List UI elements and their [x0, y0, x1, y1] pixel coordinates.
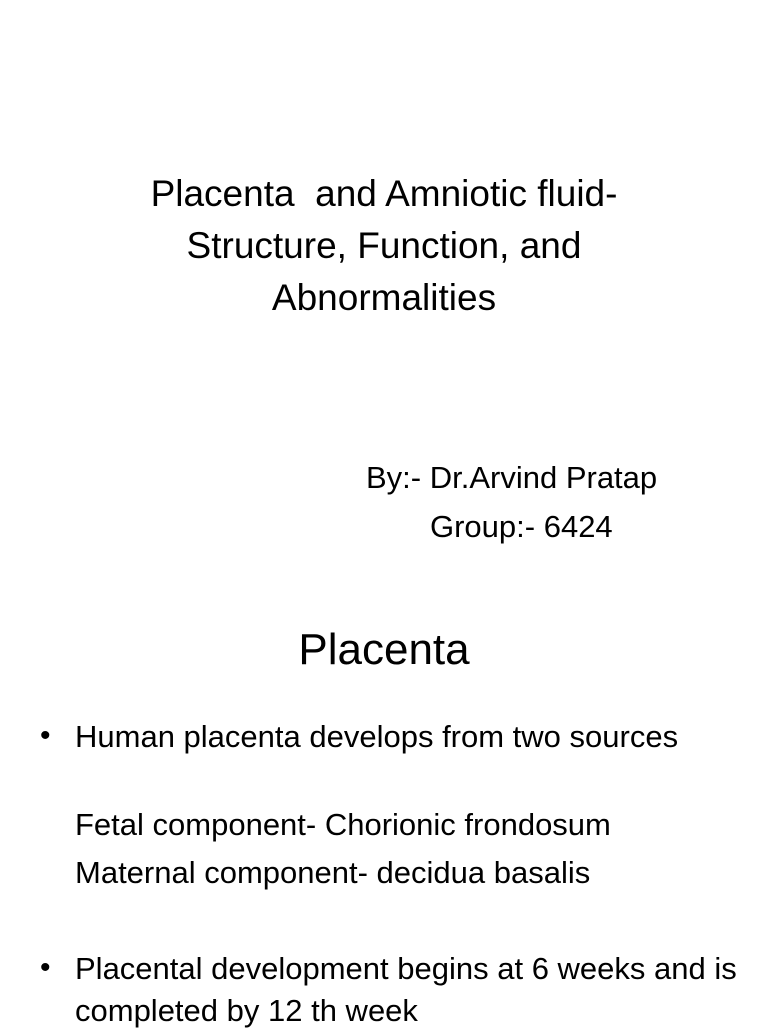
bullet-text-2: Placental development begins at 6 weeks and is completed by 12 th week [75, 951, 737, 1028]
title-line-3: Abnormalities [271, 277, 497, 318]
author-name: By:- Dr.Arvind Pratap [366, 460, 658, 495]
sub-line-fetal: Fetal component- Chorionic frondosum [75, 807, 611, 842]
group-number: Group:- 6424 [430, 509, 613, 544]
slide-title [0, 168, 768, 324]
bullet-dot-icon: • [40, 719, 51, 752]
slide-heading: Placenta [298, 625, 470, 674]
bullet-text-1: Human placenta develops from two sources [75, 719, 679, 754]
title-line-1: Placenta and Amniotic fluid- [150, 173, 618, 214]
bullet-dot-icon: • [40, 951, 51, 984]
title-line-2: Structure, Function, and [186, 225, 582, 266]
sub-line-maternal: Maternal component- decidua basalis [75, 855, 591, 890]
